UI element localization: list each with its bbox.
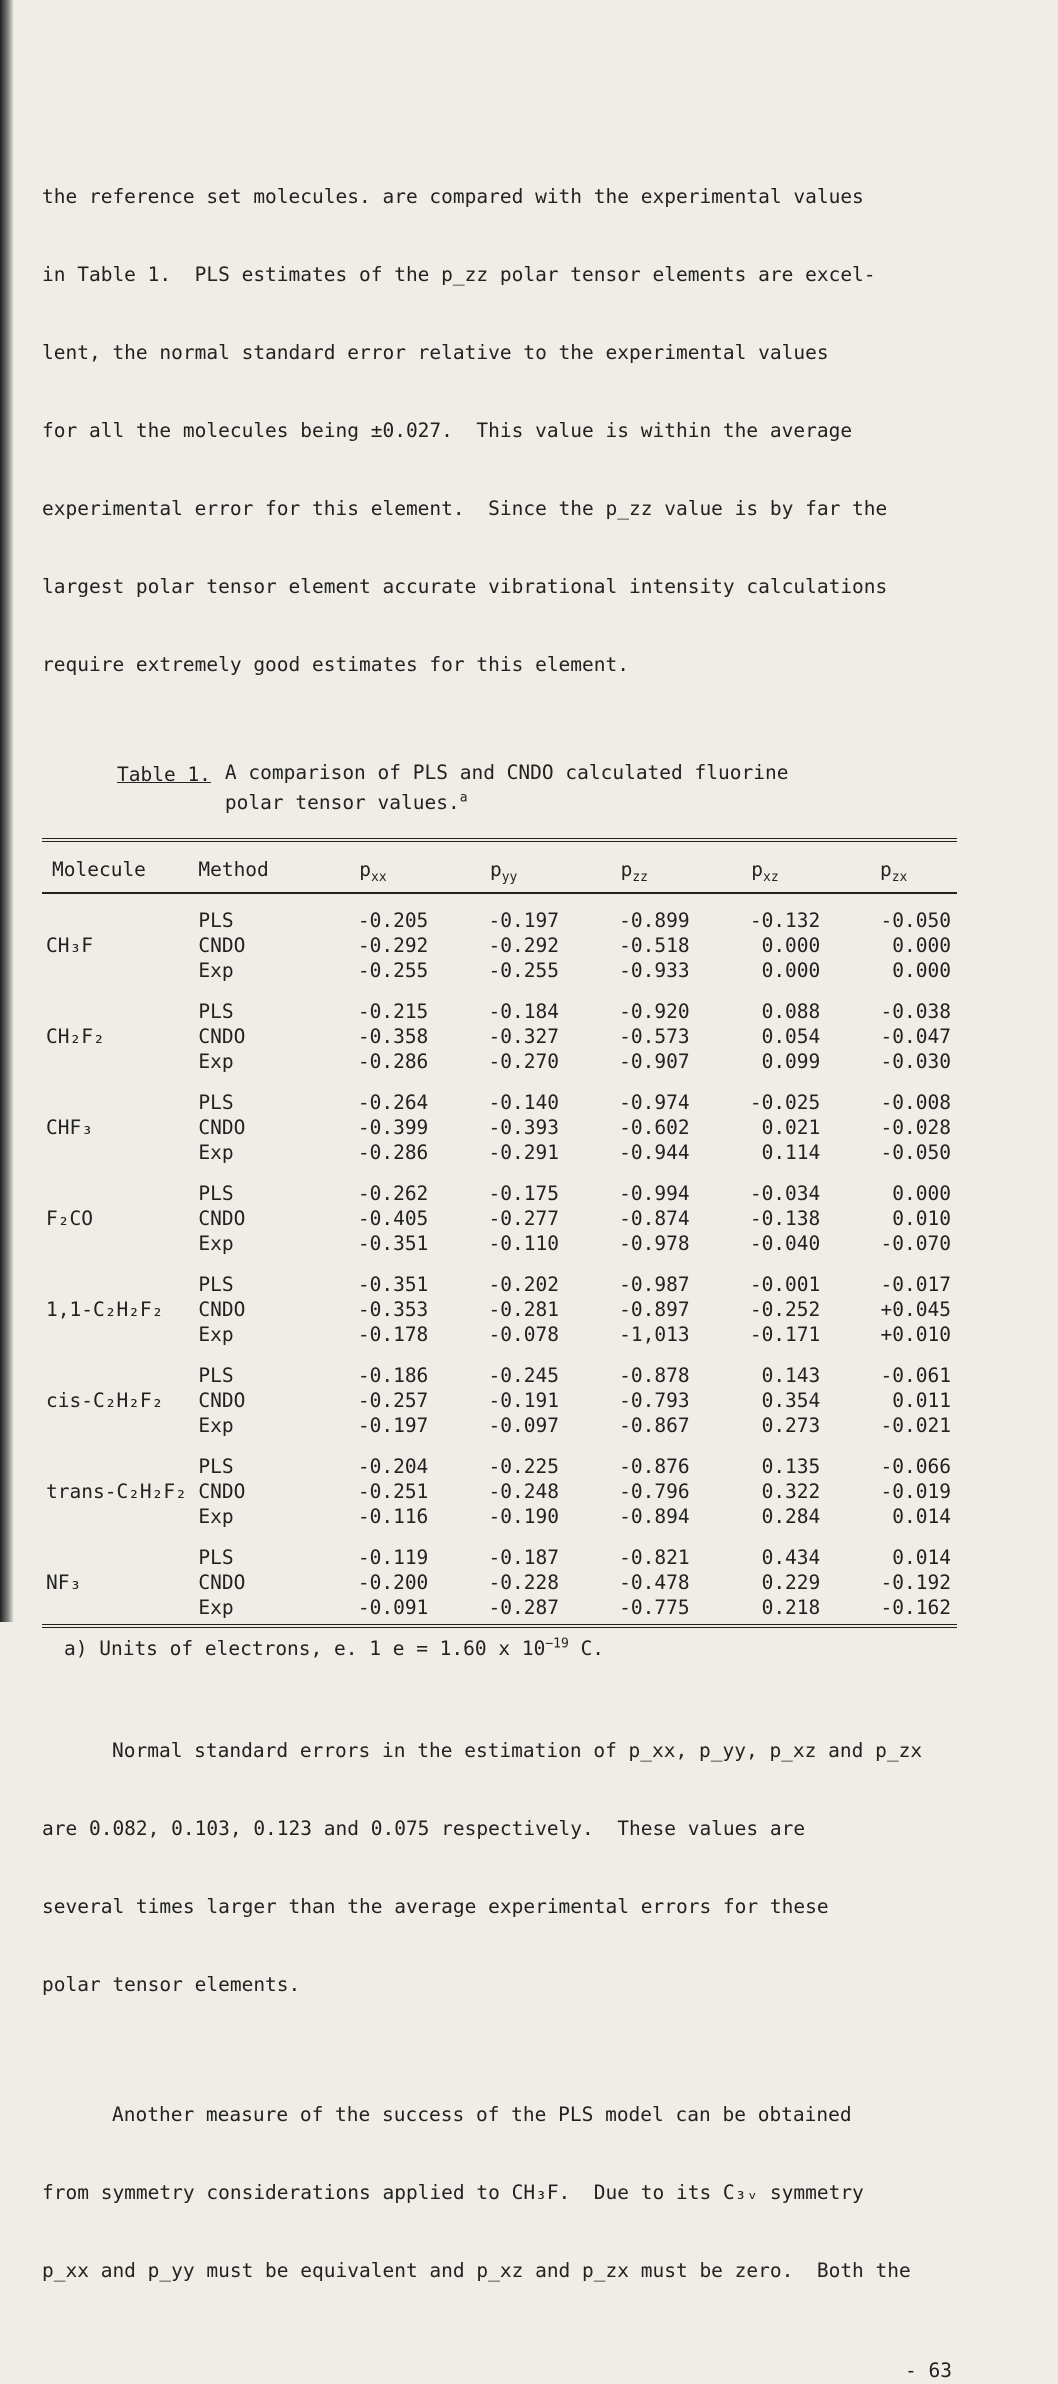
- pxz-cell: [700, 987, 831, 1078]
- pzz-value: -0.899: [619, 909, 690, 932]
- pzx-value: -0.038: [880, 1000, 951, 1023]
- pzz-value: -0.518: [619, 934, 690, 957]
- pxz-value: 0.021: [761, 1116, 821, 1139]
- method-label: Exp: [198, 1596, 234, 1619]
- pzx-cell: [830, 893, 957, 987]
- table-row: [42, 987, 957, 1078]
- pzx-value: 0.000: [892, 934, 951, 957]
- pxz-value: -0.132: [749, 909, 821, 932]
- pzz-value: -0.775: [619, 1596, 690, 1619]
- pzx-value: 0.000: [892, 959, 951, 982]
- pzx-value: 0.011: [892, 1389, 951, 1412]
- method-label: CNDO: [198, 1571, 246, 1594]
- method-label: Exp: [198, 959, 234, 982]
- pzx-value: -0.061: [880, 1364, 951, 1387]
- pxz-value: -0.252: [749, 1298, 821, 1321]
- pyy-value: -0.228: [488, 1571, 559, 1594]
- pxz-cell: [700, 1533, 831, 1626]
- pzx-value: -0.070: [880, 1232, 951, 1255]
- table-row: [42, 1169, 957, 1260]
- pxx-value: -0.197: [357, 1414, 429, 1437]
- pxz-cell: [700, 1442, 831, 1533]
- pzz-value: -0.867: [619, 1414, 690, 1437]
- pyy-value: -0.190: [488, 1505, 559, 1528]
- molecule-cell: CH₃F: [46, 933, 93, 957]
- pyy-value: -0.393: [488, 1116, 559, 1139]
- pzz-value: -0.876: [619, 1455, 690, 1478]
- table-row: [42, 1078, 957, 1169]
- pzz-cell: [569, 1078, 700, 1169]
- text-line: polar tensor elements.: [42, 1973, 301, 1996]
- pyy-value: -0.281: [488, 1298, 559, 1321]
- pxz-value: -0.171: [749, 1323, 821, 1346]
- footnote-exponent: −19: [545, 1636, 569, 1652]
- pyy-cell: [438, 1260, 569, 1351]
- pxx-value: -0.358: [357, 1025, 429, 1048]
- pxz-value: 0.135: [761, 1455, 821, 1478]
- method-label: PLS: [198, 1273, 234, 1296]
- pyy-cell: [438, 1078, 569, 1169]
- pxz-cell: [700, 1260, 831, 1351]
- pzz-value: -0.874: [619, 1207, 690, 1230]
- pyy-value: -0.140: [488, 1091, 559, 1114]
- pxz-value: -0.001: [749, 1273, 821, 1296]
- text-line: experimental error for this element. Since the p_zz value is by far the: [42, 497, 888, 520]
- text-line: p_xx and p_yy must be equivalent and p_xz and p_zx must be zero. Both the: [42, 2259, 911, 2282]
- pzz-value: -0.821: [619, 1546, 690, 1569]
- pzz-cell: [569, 1351, 700, 1442]
- pyy-value: -0.327: [488, 1025, 559, 1048]
- pzz-cell: [569, 1533, 700, 1626]
- text-line: Another measure of the success of the PLS model can be obtained: [112, 2103, 852, 2126]
- pzx-value: -0.192: [880, 1571, 951, 1594]
- pxx-cell: [308, 1351, 439, 1442]
- pzx-value: -0.050: [880, 909, 951, 932]
- pyy-value: -0.270: [488, 1050, 559, 1073]
- pyy-value: -0.291: [488, 1141, 559, 1164]
- pzx-value: -0.008: [880, 1091, 951, 1114]
- standard-errors-paragraph: [42, 1686, 982, 2050]
- method-cell: [198, 1442, 307, 1533]
- header-pxx: $p_{xx}$: [308, 840, 439, 893]
- table-label: Table 1.: [117, 763, 211, 786]
- table-row: [42, 1351, 957, 1442]
- pxz-value: 0.229: [761, 1571, 821, 1594]
- table-footnote: a) Units of electrons, e. 1 e = 1.60 x $10^{-19}$ C.: [64, 1636, 605, 1660]
- pxx-cell: [308, 1260, 439, 1351]
- method-label: PLS: [198, 1091, 234, 1114]
- pxz-value: 0.434: [761, 1546, 821, 1569]
- pzx-value: -0.021: [880, 1414, 951, 1437]
- method-label: PLS: [198, 909, 234, 932]
- pxx-value: -0.204: [357, 1455, 429, 1478]
- pzx-cell: [830, 1078, 957, 1169]
- page-edge-shadow: [0, 0, 14, 1622]
- pxz-value: 0.000: [761, 959, 821, 982]
- pzx-value: +0.010: [880, 1323, 951, 1346]
- pxx-value: -0.200: [357, 1571, 429, 1594]
- pyy-value: -0.110: [488, 1232, 559, 1255]
- pyy-value: -0.292: [488, 934, 559, 957]
- method-cell: [198, 1169, 307, 1260]
- pxz-value: 0.000: [761, 934, 821, 957]
- method-cell: [198, 1533, 307, 1626]
- pxx-value: -0.251: [357, 1480, 429, 1503]
- document-page: [42, 132, 982, 2384]
- pxz-value: -0.138: [749, 1207, 821, 1230]
- pxx-value: -0.353: [357, 1298, 429, 1321]
- pxx-value: -0.119: [357, 1546, 429, 1569]
- pzx-value: -0.050: [880, 1141, 951, 1164]
- pzz-value: -0.573: [619, 1025, 690, 1048]
- pyy-value: -0.184: [488, 1000, 559, 1023]
- pxz-cell: [700, 893, 831, 987]
- pzx-value: -0.019: [880, 1480, 951, 1503]
- method-label: CNDO: [198, 1298, 246, 1321]
- method-label: Exp: [198, 1505, 234, 1528]
- method-label: CNDO: [198, 1116, 246, 1139]
- pxx-value: -0.286: [357, 1141, 429, 1164]
- pxx-cell: [308, 1078, 439, 1169]
- pzz-value: -1,013: [619, 1323, 690, 1346]
- pzx-value: 0.014: [892, 1546, 951, 1569]
- pxz-cell: [700, 1078, 831, 1169]
- pyy-value: -0.187: [488, 1546, 559, 1569]
- pxz-value: 0.284: [761, 1505, 821, 1528]
- method-label: PLS: [198, 1000, 234, 1023]
- method-label: PLS: [198, 1364, 234, 1387]
- pyy-cell: [438, 1169, 569, 1260]
- pyy-cell: [438, 1351, 569, 1442]
- method-label: PLS: [198, 1182, 234, 1205]
- method-label: CNDO: [198, 1389, 246, 1412]
- pzz-value: -0.994: [619, 1182, 690, 1205]
- pzz-value: -0.933: [619, 959, 690, 982]
- pyy-cell: [438, 1442, 569, 1533]
- header-pyy: $p_{yy}$: [438, 840, 569, 893]
- pxx-value: -0.186: [357, 1364, 429, 1387]
- method-cell: [198, 987, 307, 1078]
- text-line: several times larger than the average experimental errors for these: [42, 1895, 829, 1918]
- method-label: PLS: [198, 1546, 234, 1569]
- symmetry-paragraph: [42, 2050, 982, 2336]
- header-pxz: $p_{xz}$: [700, 840, 831, 893]
- pyy-cell: [438, 987, 569, 1078]
- pxz-value: 0.273: [761, 1414, 821, 1437]
- method-label: CNDO: [198, 1025, 246, 1048]
- table-row: [42, 893, 957, 987]
- pxx-cell: [308, 1442, 439, 1533]
- pyy-value: -0.078: [488, 1323, 559, 1346]
- pyy-value: -0.287: [488, 1596, 559, 1619]
- pxz-cell: [700, 1169, 831, 1260]
- caption-footnote-marker: a: [459, 790, 468, 806]
- pxz-value: 0.114: [761, 1141, 821, 1164]
- pzz-cell: [569, 1260, 700, 1351]
- pzz-value: -0.602: [619, 1116, 690, 1139]
- pzx-value: -0.066: [880, 1455, 951, 1478]
- caption-line-text: polar tensor values.: [224, 791, 460, 814]
- pzx-value: -0.162: [880, 1596, 951, 1619]
- pyy-value: -0.245: [488, 1364, 559, 1387]
- pyy-cell: [438, 893, 569, 987]
- pzx-value: -0.030: [880, 1050, 951, 1073]
- page-number: - 63: [905, 2359, 952, 2382]
- molecule-cell: trans-C₂H₂F₂: [46, 1479, 187, 1503]
- pzx-value: 0.010: [892, 1207, 951, 1230]
- pxz-value: -0.034: [749, 1182, 821, 1205]
- pxx-cell: [308, 987, 439, 1078]
- pyy-value: -0.255: [488, 959, 559, 982]
- pzz-cell: [569, 1442, 700, 1533]
- pzz-cell: [569, 893, 700, 987]
- pxz-value: 0.143: [761, 1364, 821, 1387]
- pxz-value: 0.322: [761, 1480, 821, 1503]
- text-line: Normal standard errors in the estimation of p_xx, p_yy, p_xz and p_zx: [112, 1739, 923, 1762]
- pzx-cell: [830, 987, 957, 1078]
- pzz-value: -0.944: [619, 1141, 690, 1164]
- text-line: the reference set molecules. are compared with the experimental values: [42, 185, 864, 208]
- polar-tensor-table: [42, 838, 957, 1628]
- pxz-value: 0.099: [761, 1050, 821, 1073]
- pyy-value: -0.225: [488, 1455, 559, 1478]
- header-molecule: Molecule: [42, 840, 198, 893]
- pyy-value: -0.197: [488, 909, 559, 932]
- method-label: Exp: [198, 1323, 234, 1346]
- pxx-value: -0.405: [357, 1207, 429, 1230]
- method-label: PLS: [198, 1455, 234, 1478]
- table-row: [42, 1533, 957, 1626]
- method-label: CNDO: [198, 1480, 246, 1503]
- pzz-value: -0.974: [619, 1091, 690, 1114]
- pxx-value: -0.351: [357, 1273, 429, 1296]
- pzx-value: 0.014: [892, 1505, 951, 1528]
- caption-line: [225, 788, 789, 818]
- pzz-value: -0.897: [619, 1298, 690, 1321]
- pyy-value: -0.175: [488, 1182, 559, 1205]
- pyy-value: -0.277: [488, 1207, 559, 1230]
- pxx-value: -0.399: [357, 1116, 429, 1139]
- table-caption-text: [225, 758, 789, 818]
- text-line: from symmetry considerations applied to CH₃F. Due to its C₃ᵥ symmetry: [42, 2181, 864, 2204]
- header-pzx: $p_{zx}$: [830, 840, 957, 893]
- pxx-cell: [308, 1169, 439, 1260]
- table-row: [42, 1442, 957, 1533]
- pxx-value: -0.262: [357, 1182, 429, 1205]
- table-row: [42, 1260, 957, 1351]
- pxx-value: -0.351: [357, 1232, 429, 1255]
- pzz-cell: [569, 1169, 700, 1260]
- pxx-value: -0.091: [357, 1596, 429, 1619]
- pxx-value: -0.215: [357, 1000, 429, 1023]
- molecule-cell: CH₂F₂: [46, 1024, 105, 1048]
- text-line: largest polar tensor element accurate vibrational intensity calculations: [42, 575, 888, 598]
- pzx-cell: [830, 1533, 957, 1626]
- pzx-cell: [830, 1260, 957, 1351]
- pzz-value: -0.978: [619, 1232, 690, 1255]
- method-label: Exp: [198, 1414, 234, 1437]
- method-label: Exp: [198, 1050, 234, 1073]
- pxx-value: -0.286: [357, 1050, 429, 1073]
- table-caption: [42, 762, 982, 818]
- table-header-row: [42, 840, 957, 893]
- molecule-cell: F₂CO: [46, 1206, 93, 1230]
- method-cell: [198, 893, 307, 987]
- pxx-value: -0.178: [357, 1323, 429, 1346]
- method-label: Exp: [198, 1232, 234, 1255]
- pzz-value: -0.478: [619, 1571, 690, 1594]
- text-line: lent, the normal standard error relative to the experimental values: [42, 341, 829, 364]
- pyy-value: -0.248: [488, 1480, 559, 1503]
- header-pzz: $p_{zz}$: [569, 840, 700, 893]
- pzz-value: -0.987: [619, 1273, 690, 1296]
- pzx-value: 0.000: [892, 1182, 951, 1205]
- pzz-value: -0.920: [619, 1000, 690, 1023]
- caption-line: A comparison of PLS and CNDO calculated fluorine: [224, 761, 789, 784]
- pzz-value: -0.907: [619, 1050, 690, 1073]
- method-cell: [198, 1078, 307, 1169]
- pxz-value: -0.040: [749, 1232, 821, 1255]
- pxx-cell: [308, 893, 439, 987]
- pzz-cell: [569, 987, 700, 1078]
- text-line: for all the molecules being ±0.027. This value is within the average: [42, 419, 853, 442]
- molecule-cell: NF₃: [46, 1570, 82, 1594]
- pxz-value: 0.218: [761, 1596, 821, 1619]
- pxz-value: 0.054: [761, 1025, 821, 1048]
- pzx-value: -0.047: [880, 1025, 951, 1048]
- method-label: CNDO: [198, 934, 246, 957]
- pxz-value: -0.025: [749, 1091, 821, 1114]
- pyy-value: -0.191: [488, 1389, 559, 1412]
- header-method: Method: [198, 840, 307, 893]
- intro-paragraph: [42, 132, 982, 730]
- pxx-value: -0.255: [357, 959, 429, 982]
- text-line: require extremely good estimates for this element.: [42, 653, 629, 676]
- pzz-value: -0.796: [619, 1480, 690, 1503]
- pzz-value: -0.878: [619, 1364, 690, 1387]
- molecule-cell: cis-C₂H₂F₂: [46, 1388, 164, 1412]
- pzx-cell: [830, 1169, 957, 1260]
- pzz-value: -0.793: [619, 1389, 690, 1412]
- text-line: are 0.082, 0.103, 0.123 and 0.075 respectively. These values are: [42, 1817, 806, 1840]
- pxz-cell: [700, 1351, 831, 1442]
- pzx-value: -0.028: [880, 1116, 951, 1139]
- pzx-cell: [830, 1351, 957, 1442]
- pyy-value: -0.097: [488, 1414, 559, 1437]
- pzx-value: +0.045: [880, 1298, 951, 1321]
- pxx-value: -0.264: [357, 1091, 429, 1114]
- molecule-cell: CHF₃: [46, 1115, 93, 1139]
- pxx-value: -0.205: [357, 909, 429, 932]
- pyy-value: -0.202: [488, 1273, 559, 1296]
- molecule-cell: 1,1-C₂H₂F₂: [46, 1297, 164, 1321]
- method-cell: [198, 1351, 307, 1442]
- pxz-value: 0.354: [761, 1389, 821, 1412]
- pxz-value: 0.088: [761, 1000, 821, 1023]
- pzz-value: -0.894: [619, 1505, 690, 1528]
- pxx-value: -0.116: [357, 1505, 429, 1528]
- pxx-cell: [308, 1533, 439, 1626]
- pxx-value: -0.257: [357, 1389, 429, 1412]
- pzx-cell: [830, 1442, 957, 1533]
- text-line: in Table 1. PLS estimates of the p_zz polar tensor elements are excel-: [42, 263, 876, 286]
- method-label: Exp: [198, 1141, 234, 1164]
- pyy-cell: [438, 1533, 569, 1626]
- pxx-value: -0.292: [357, 934, 429, 957]
- method-label: CNDO: [198, 1207, 246, 1230]
- pzx-value: -0.017: [880, 1273, 951, 1296]
- method-cell: [198, 1260, 307, 1351]
